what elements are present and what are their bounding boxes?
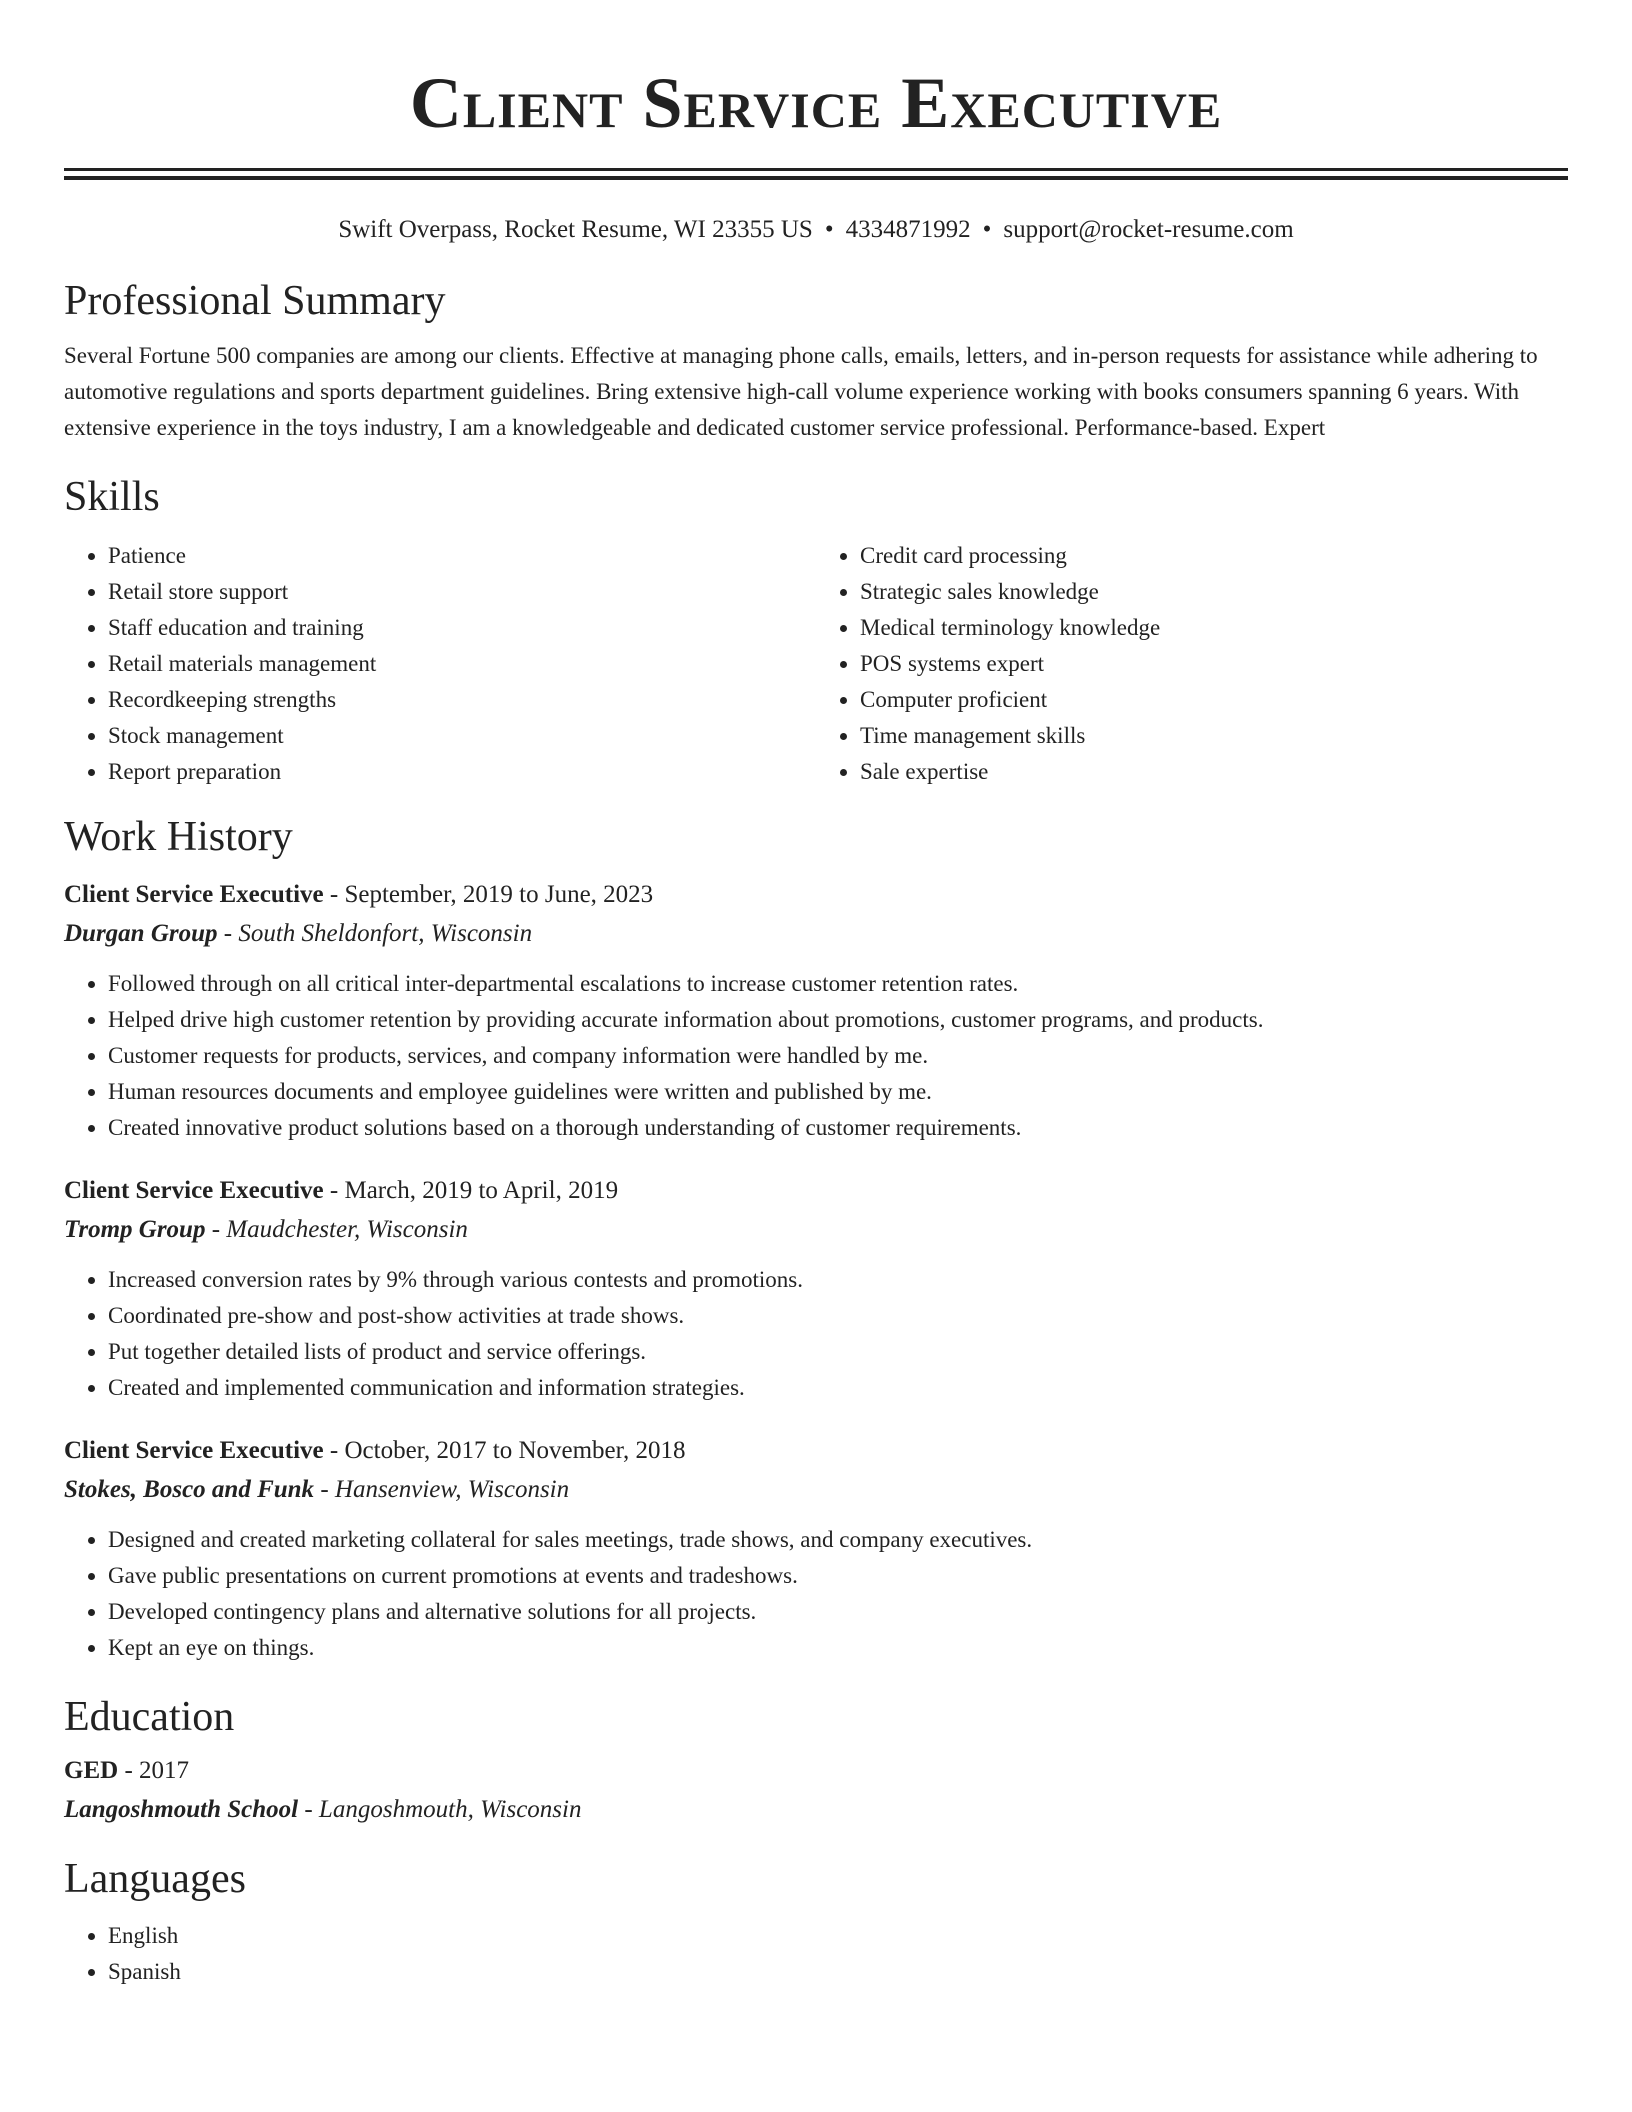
languages-heading: Languages bbox=[64, 1856, 246, 1902]
job-title-line bbox=[64, 876, 1568, 914]
job-bullet: • Designed and created marketing collateral for sales meetings, trade shows, and company executives. bbox=[108, 1522, 1568, 1558]
job-bullet: • Created innovative product solutions based on a thorough understanding of customer requirements. bbox=[108, 1110, 1568, 1146]
job-bullet: • Put together detailed lists of product and service offerings. bbox=[108, 1334, 1568, 1370]
skills-column-right bbox=[816, 538, 1568, 790]
skills-column-left bbox=[64, 538, 816, 790]
list-item: • Recordkeeping strengths bbox=[108, 682, 816, 718]
list-item: • Spanish bbox=[108, 1954, 1568, 1990]
job-location: - South Sheldonfort, Wisconsin bbox=[217, 920, 533, 947]
list-item: • Credit card processing bbox=[860, 538, 1568, 574]
education-school: Langoshmouth School bbox=[64, 1796, 299, 1823]
job-title: Client Service Executive bbox=[64, 1437, 324, 1464]
work-history-heading: Work History bbox=[64, 814, 293, 860]
title-rule-bottom bbox=[64, 176, 1568, 180]
contact-phone: 4334871992 bbox=[845, 216, 971, 243]
summary-text: Several Fortune 500 companies are among our clients. Effective at managing phone calls, emails, letters, and in-person requests for assistance while adhering to automotive regulations and sports department guidelines. Bring extensive high-call volume experience working with books consumers spanning 6 years. With extensive experience in the toys industry, I am a knowledgeable and dedicated customer service professional. Performance-based. Expert bbox=[64, 343, 1538, 440]
list-item: • Retail materials management bbox=[108, 646, 816, 682]
job-entry bbox=[64, 1172, 1568, 1406]
job-company: Tromp Group bbox=[64, 1216, 206, 1243]
list-item: • Staff education and training bbox=[108, 610, 816, 646]
job-bullets bbox=[64, 966, 1568, 1146]
education-degree-line bbox=[64, 1752, 1568, 1790]
languages-list bbox=[64, 1918, 1568, 1990]
job-dates: - March, 2019 to April, 2019 bbox=[323, 1177, 619, 1204]
list-item: • Sale expertise bbox=[860, 754, 1568, 790]
job-bullet: • Kept an eye on things. bbox=[108, 1630, 1568, 1666]
list-item: • Patience bbox=[108, 538, 816, 574]
job-bullet: • Helped drive high customer retention by providing accurate information about promotions, customer programs, and products. bbox=[108, 1002, 1568, 1038]
job-title-line bbox=[64, 1432, 1568, 1470]
resume-title: Client Service Executive bbox=[409, 63, 1223, 143]
job-title: Client Service Executive bbox=[64, 1177, 324, 1204]
job-company-line bbox=[64, 914, 1568, 954]
job-title-line bbox=[64, 1172, 1568, 1210]
job-bullet: • Increased conversion rates by 9% through various contests and promotions. bbox=[108, 1262, 1568, 1298]
work-history-list bbox=[64, 876, 1568, 1666]
job-company: Durgan Group bbox=[64, 920, 218, 947]
education-degree: GED bbox=[64, 1757, 119, 1784]
list-item: • Time management skills bbox=[860, 718, 1568, 754]
skills-heading: Skills bbox=[64, 474, 160, 520]
contact-email: support@rocket-resume.com bbox=[1003, 216, 1294, 243]
job-bullet: • Coordinated pre-show and post-show activities at trade shows. bbox=[108, 1298, 1568, 1334]
job-bullets bbox=[64, 1262, 1568, 1406]
list-item: • Strategic sales knowledge bbox=[860, 574, 1568, 610]
job-bullets bbox=[64, 1522, 1568, 1666]
job-dates: - October, 2017 to November, 2018 bbox=[323, 1437, 686, 1464]
education-heading: Education bbox=[64, 1694, 235, 1740]
job-dates: - September, 2019 to June, 2023 bbox=[323, 881, 654, 908]
list-item: • Retail store support bbox=[108, 574, 816, 610]
list-item: • Stock management bbox=[108, 718, 816, 754]
job-company: Stokes, Bosco and Funk bbox=[64, 1476, 315, 1503]
list-item: • Medical terminology knowledge bbox=[860, 610, 1568, 646]
job-location: - Maudchester, Wisconsin bbox=[205, 1216, 468, 1243]
job-bullet: • Created and implemented communication and information strategies. bbox=[108, 1370, 1568, 1406]
education-location: - Langoshmouth, Wisconsin bbox=[298, 1796, 582, 1823]
job-location: - Hansenview, Wisconsin bbox=[314, 1476, 570, 1503]
job-company-line bbox=[64, 1210, 1568, 1250]
contact-separator: • bbox=[824, 216, 834, 243]
skills-list bbox=[64, 538, 1568, 790]
list-item: • POS systems expert bbox=[860, 646, 1568, 682]
list-item: • Computer proficient bbox=[860, 682, 1568, 718]
job-company-line bbox=[64, 1470, 1568, 1510]
education-school-line bbox=[64, 1790, 1568, 1830]
contact-line bbox=[64, 214, 1568, 246]
summary-heading: Professional Summary bbox=[64, 278, 446, 324]
education-year: - 2017 bbox=[118, 1757, 190, 1784]
job-entry bbox=[64, 876, 1568, 1146]
contact-separator: • bbox=[982, 216, 992, 243]
list-item: • English bbox=[108, 1918, 1568, 1954]
resume-page bbox=[64, 0, 1568, 1990]
contact-address: Swift Overpass, Rocket Resume, WI 23355 US bbox=[338, 216, 813, 243]
job-bullet: • Human resources documents and employee guidelines were written and published by me. bbox=[108, 1074, 1568, 1110]
job-bullet: • Developed contingency plans and alternative solutions for all projects. bbox=[108, 1594, 1568, 1630]
title-rule-top bbox=[64, 168, 1568, 171]
job-bullet: • Customer requests for products, services, and company information were handled by me. bbox=[108, 1038, 1568, 1074]
job-bullet: • Followed through on all critical inter-departmental escalations to increase customer retention rates. bbox=[108, 966, 1568, 1002]
list-item: • Report preparation bbox=[108, 754, 816, 790]
job-bullet: • Gave public presentations on current promotions at events and tradeshows. bbox=[108, 1558, 1568, 1594]
job-title: Client Service Executive bbox=[64, 881, 324, 908]
job-entry bbox=[64, 1432, 1568, 1666]
